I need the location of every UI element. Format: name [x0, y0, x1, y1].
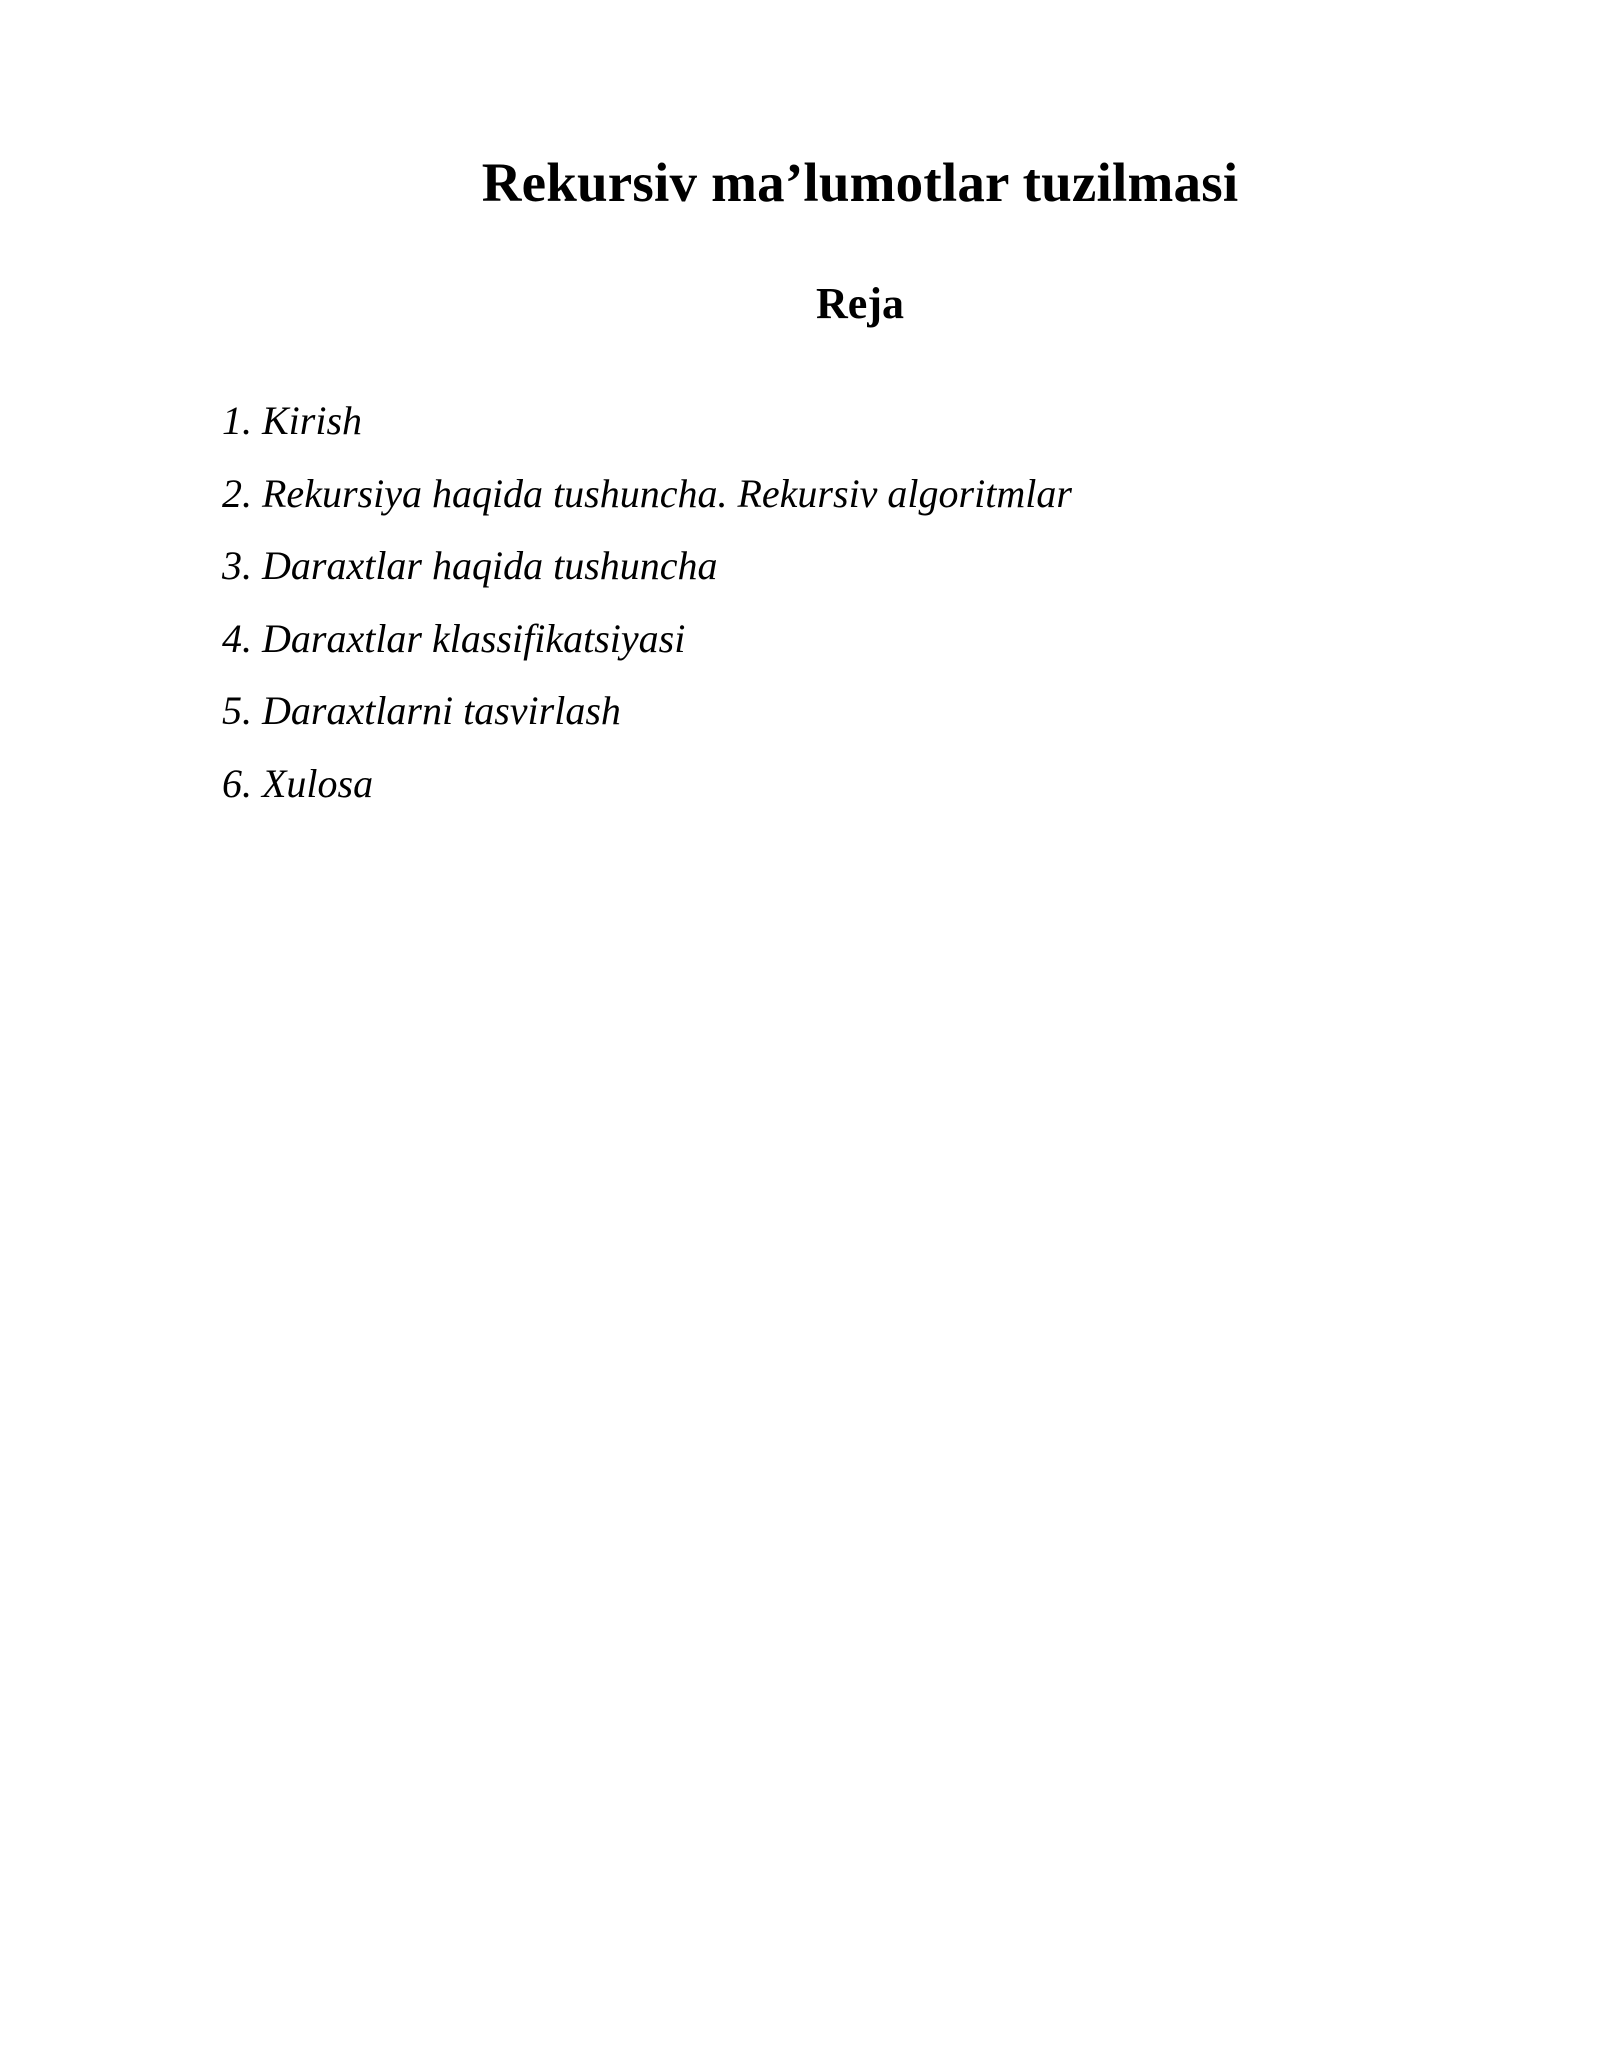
plan-list: [222, 385, 1072, 820]
document-title: Rekursiv ma’lumotlar tuzilmasi: [481, 152, 1239, 213]
plan-item-text: Kirish: [262, 398, 363, 443]
plan-item-number: 3.: [222, 543, 252, 588]
plan-item-number: 6.: [222, 760, 252, 806]
plan-item-text: Daraxtlarni tasvirlash: [262, 688, 621, 733]
plan-item-daraxtlar-tushuncha: [222, 530, 1072, 603]
plan-item-klassifikatsiya: [222, 603, 1072, 676]
plan-item-text: Rekursiya haqida tushuncha. Rekursiv algoritmlar: [262, 470, 1072, 516]
plan-item-kirish: [222, 385, 1072, 458]
plan-item-text: Xulosa: [262, 760, 374, 806]
plan-heading: Reja: [816, 279, 904, 328]
plan-item-rekursiya: [222, 458, 1072, 531]
plan-item-number: 1.: [222, 398, 252, 443]
plan-item-tasvirlash: [222, 675, 1072, 748]
plan-item-number: 5.: [222, 688, 252, 733]
plan-item-number: 2.: [222, 470, 252, 516]
plan-item-text: Daraxtlar haqida tushuncha: [262, 543, 718, 588]
plan-item-xulosa: [222, 748, 1072, 821]
plan-item-text: Daraxtlar klassifikatsiyasi: [262, 615, 686, 661]
plan-item-number: 4.: [222, 615, 252, 661]
